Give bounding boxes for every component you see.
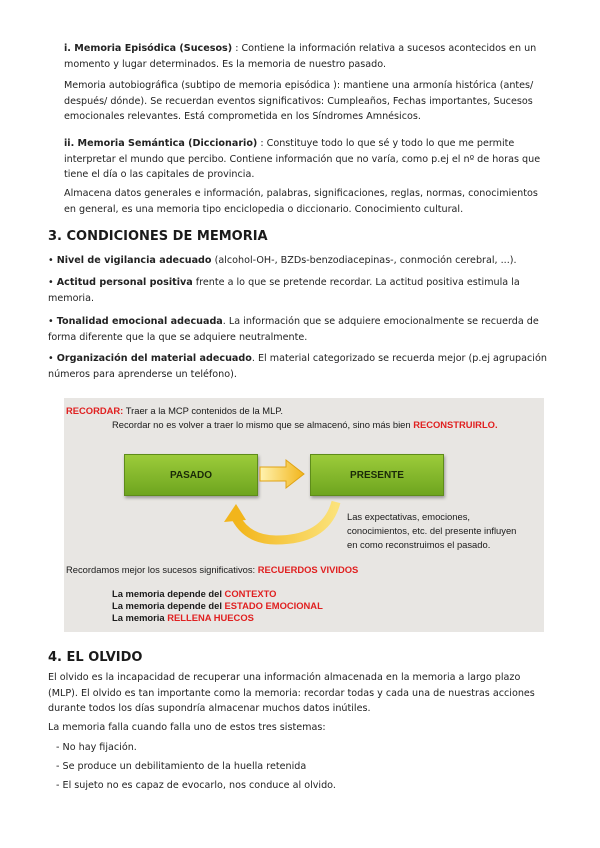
recordar-text: Traer a la MCP contenidos de la MLP. <box>123 405 283 416</box>
section-4-title: 4. EL OLVIDO <box>48 650 143 665</box>
depends-item <box>112 588 323 600</box>
influence-note <box>347 510 543 552</box>
presente-box: PRESENTE <box>310 454 444 496</box>
depends-red: ESTADO EMOCIONAL <box>224 600 323 611</box>
autobiographical-paragraph: Memoria autobiográfica (subtipo de memoria episódica ): mantiene una armonía histórica (antes/ después/ dónde). Se recuerdan eventos significativos: Cumpleaños, Fechas importantes, Sucesos emocionales relevantes. Está comprometida en los Síndromes Amnésicos. <box>64 80 534 123</box>
reconstruir-red: RECONSTRUIRLO. <box>413 419 498 430</box>
reconstruir-line <box>112 419 498 430</box>
olvido-paragraph: El olvido es la incapacidad de recuperar una información almacenada en la memoria a largo plazo (MLP). El olvido es tan importante como la memoria: recordar todas y cada una de nuestras acciones durante todos los días supondría almacenar muchos datos inútiles. <box>48 672 535 715</box>
depends-red: CONTEXTO <box>224 588 277 599</box>
depends-list <box>112 588 323 624</box>
olvido-systems-intro: La memoria falla cuando falla uno de estos tres sistemas: <box>48 722 326 733</box>
condition-item-text: . El material categorizado se recuerda mejor (p.ej agrupación números para aprenderse un teléfono). <box>48 353 547 380</box>
section-3-title: 3. CONDICIONES DE MEMORIA <box>48 229 268 244</box>
curved-arrow-icon <box>218 498 346 546</box>
condition-item-bold: Organización del material adecuado <box>56 353 252 364</box>
memory-reconstruction-figure <box>64 398 544 632</box>
semantic-memory-text: : Constituye todo lo que sé y todo lo que me permite interpretar el mundo que percibo. Contiene información que no varía, como p.ej el nº de horas que tiene el día o las capitales de provincia. <box>64 138 541 181</box>
condition-item-text: frente a lo que se pretende recordar. La actitud positiva estimula la memoria. <box>48 277 520 304</box>
recordamos-line <box>66 564 358 575</box>
semantic-memory-paragraph <box>64 136 548 183</box>
condition-item-bold: Tonalidad emocional adecuada <box>56 316 223 327</box>
depends-text: La memoria depende del <box>112 600 225 611</box>
pasado-box: PASADO <box>124 454 258 496</box>
semantic-storage-paragraph: Almacena datos generales e información, palabras, significaciones, reglas, normas, conocimientos en general, es una memoria tipo enciclopedia o diccionario. Conocimiento cultural. <box>64 188 538 215</box>
olvido-list-item: - No hay fijación. <box>56 742 137 753</box>
depends-item <box>112 600 323 612</box>
depends-text: La memoria depende del <box>112 588 225 599</box>
reconstruir-text: Recordar no es volver a traer lo mismo que se almacenó, sino más bien <box>112 419 414 430</box>
right-arrow-icon <box>256 458 310 490</box>
condition-item: • Tonalidad emocional adecuada. La información que se adquiere emocionalmente se recuerda de forma diferente que la que se adquiere neutralmente. <box>48 316 539 343</box>
depends-item <box>112 612 323 624</box>
condition-item-text: (alcohol-OH-, BZDs-benzodiacepinas-, conmoción cerebral, ...). <box>211 255 517 266</box>
olvido-list-item: - El sujeto no es capaz de evocarlo, nos conduce al olvido. <box>56 780 336 791</box>
episodic-memory-paragraph <box>64 41 548 72</box>
episodic-memory-label: i. Memoria Episódica (Sucesos) <box>64 43 233 54</box>
depends-red: RELLENA HUECOS <box>167 612 254 623</box>
note-line: conocimientos, etc. del presente influyen <box>347 525 517 536</box>
condition-item: • Organización del material adecuado. El material categorizado se recuerda mejor (p.ej agrupación números para aprenderse un teléfono). <box>48 353 547 380</box>
semantic-memory-label: ii. Memoria Semántica (Diccionario) <box>64 138 258 149</box>
condition-item-text: . La información que se adquiere emocionalmente se recuerda de forma diferente que la que se adquiere neutralmente. <box>48 316 539 343</box>
recordar-label: RECORDAR: <box>66 405 124 416</box>
depends-text: La memoria <box>112 612 168 623</box>
recordamos-red: RECUERDOS VIVIDOS <box>257 564 359 575</box>
condition-item: • Nivel de vigilancia adecuado (alcohol-OH-, BZDs-benzodiacepinas-, conmoción cerebral, ...). <box>48 255 517 266</box>
condition-item-bold: Actitud personal positiva <box>56 277 193 288</box>
olvido-list-item: - Se produce un debilitamiento de la huella retenida <box>56 761 307 772</box>
recordar-line <box>66 405 283 416</box>
note-line: Las expectativas, emociones, <box>347 511 470 522</box>
recordamos-text: Recordamos mejor los sucesos significativos: <box>66 564 258 575</box>
condition-item: • Actitud personal positiva frente a lo que se pretende recordar. La actitud positiva estimula la memoria. <box>48 277 520 304</box>
condition-item-bold: Nivel de vigilancia adecuado <box>56 255 212 266</box>
note-line: en como reconstruimos el pasado. <box>347 539 491 550</box>
episodic-memory-text: : Contiene la información relativa a sucesos acontecidos en un momento y lugar determinados. Es la memoria de nuestro pasado. <box>64 43 537 70</box>
